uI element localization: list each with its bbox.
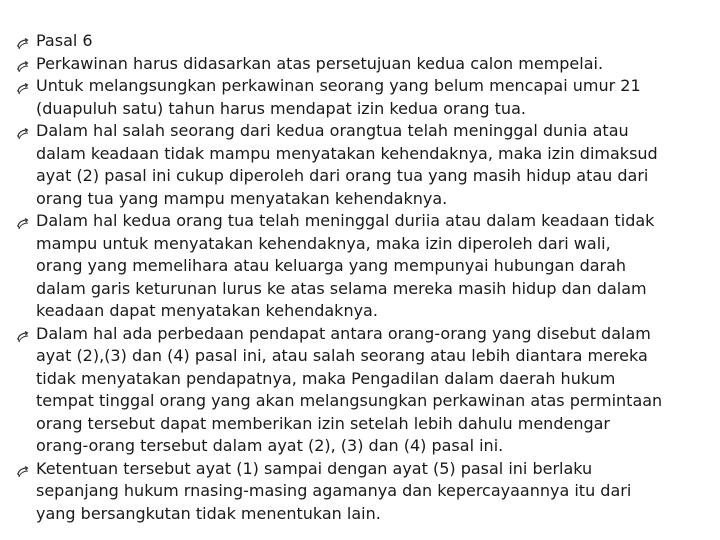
curly-arrow-bullet-icon xyxy=(16,463,30,477)
curly-arrow-bullet-icon xyxy=(16,80,30,94)
bullet-text-line: orang-orang tersebut dalam ayat (2), (3) dan (4) pasal ini. xyxy=(36,436,504,455)
bullet-text-line: tidak menyatakan pendapatnya, maka Pengadilan dalam daerah hukum xyxy=(36,368,616,388)
bullet-text-line: Ketentuan tersebut ayat (1) sampai dengan ayat (5) pasal ini berlaku xyxy=(36,458,593,478)
bullet-text-line: ayat (2),(3) dan (4) pasal ini, atau salah seorang atau lebih diantara mereka xyxy=(36,346,648,365)
bullet-text-line: (duapuluh satu) tahun harus mendapat izin kedua orang tua. xyxy=(36,98,526,118)
bullet-item xyxy=(0,75,720,120)
bullet-item xyxy=(0,30,720,53)
bullet-text-line: keadaan dapat menyatakan kehendaknya. xyxy=(36,301,378,320)
bullet-text-line: Dalam hal kedua orang tua telah meninggal duriia atau dalam keadaan tidak xyxy=(36,211,655,230)
bullet-text-line: tempat tinggal orang yang akan melangsungkan perkawinan atas permintaan xyxy=(36,391,663,410)
bullet-list xyxy=(0,30,720,525)
bullet-text-line: dalam keadaan tidak mampu menyatakan kehendaknya, maka izin dimaksud xyxy=(36,143,658,163)
curly-arrow-bullet-icon xyxy=(16,35,30,49)
bullet-text-line: Perkawinan harus didasarkan atas persetujuan kedua calon mempelai. xyxy=(36,53,604,73)
curly-arrow-bullet-icon xyxy=(16,58,30,72)
curly-arrow-bullet-icon xyxy=(16,215,30,229)
bullet-item xyxy=(0,120,720,210)
bullet-text-line: sepanjang hukum rnasing-masing agamanya dan kepercayaannya itu dari xyxy=(36,481,632,500)
bullet-item xyxy=(0,458,720,526)
bullet-text-line: yang bersangkutan tidak menentukan lain. xyxy=(36,503,381,523)
bullet-text-line: orang yang memelihara atau keluarga yang mempunyai hubungan darah xyxy=(36,256,627,275)
curly-arrow-bullet-icon xyxy=(16,328,30,342)
bullet-item xyxy=(0,53,720,76)
bullet-item xyxy=(0,210,720,323)
curly-arrow-bullet-icon xyxy=(16,125,30,139)
bullet-text-line: Pasal 6 xyxy=(36,31,93,50)
bullet-item xyxy=(0,323,720,458)
bullet-text-line: Dalam hal ada perbedaan pendapat antara orang-orang yang disebut dalam xyxy=(36,323,651,343)
bullet-text-line: dalam garis keturunan lurus ke atas selama mereka masih hidup dan dalam xyxy=(36,278,647,298)
bullet-text-line: orang tersebut dapat memberikan izin setelah lebih dahulu mendengar xyxy=(36,413,610,433)
bullet-text-line: orang tua yang mampu menyatakan kehendaknya. xyxy=(36,188,448,208)
bullet-text-line: mampu untuk menyatakan kehendaknya, maka izin diperoleh dari wali, xyxy=(36,233,611,253)
bullet-text-line: Dalam hal salah seorang dari kedua orangtua telah meninggal dunia atau xyxy=(36,121,629,140)
bullet-text-line: ayat (2) pasal ini cukup diperoleh dari orang tua yang masih hidup atau dari xyxy=(36,166,649,185)
bullet-text-line: Untuk melangsungkan perkawinan seorang yang belum mencapai umur 21 xyxy=(36,76,641,95)
